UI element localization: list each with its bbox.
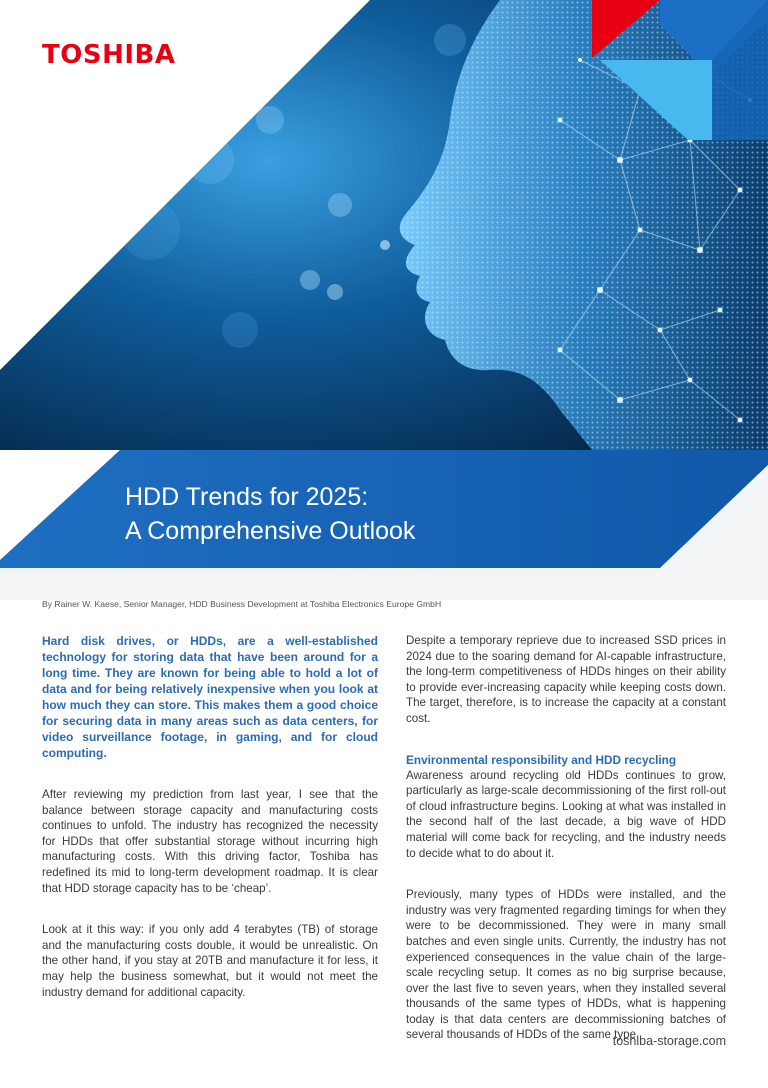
- body-paragraph: Look at it this way: if you only add 4 terabytes (TB) of storage and the manufacturing costs double, it would be unrealistic. On the other hand, if you stay at 20TB and manufacture it for less, it may help the business somewhat, but it would not meet the industry demand for additional capacity.: [42, 923, 378, 999]
- lead-paragraph: Hard disk drives, or HDDs, are a well-established technology for storing data that have been around for a long time. They are known for being able to hold a lot of data and for being relatively inexpensive when you look at how much they can store. This makes them a good choice for securing data in many areas such as data centers, for video surveillance footage, in gaming, and for cloud computing.: [42, 634, 378, 760]
- title-line-2: A Comprehensive Outlook: [125, 517, 416, 545]
- body-paragraph: Previously, many types of HDDs were installed, and the industry was very fragmented regarding timings for when they were to be decommissioned. They were in many small batches and even single units. Currently, the industry has not experienced consequences in the value chain of the large-scale recycling setup. It comes as no big surprise because, over the last five to seven years, when they installed several thousands of the same types of HDDs, what is happening today is that data centers are decommissioning batches of several thousands of HDDs of the same type.: [406, 888, 726, 1042]
- body-paragraph: Awareness around recycling old HDDs continues to grow, particularly as large-scale decommissioning of the first roll-out of cloud infrastructure begins. Looking at what was installed in the second half of the last decade, a big wave of HDD material will come back for recycling, and the industry needs to decide what to do about it.: [406, 768, 726, 860]
- page-title: [125, 480, 545, 548]
- author-byline: By Rainer W. Kaese, Senior Manager, HDD Business Development at Toshiba Electronics Europe GmbH: [42, 599, 442, 609]
- section-heading: Environmental responsibility and HDD recycling: [406, 752, 677, 767]
- body-paragraph: After reviewing my prediction from last year, I see that the balance between storage capacity and manufacturing costs continues to unfold. The industry has recognized the necessity for HDDs that offer substantial storage without incurring high manufacturing costs. With this driving factor, Toshiba has redefined its mid to long-term development roadmap. It is clear that HDD storage capacity has to be ‘cheap’.: [42, 788, 378, 895]
- footer-url: toshiba-storage.com: [612, 1034, 726, 1048]
- title-line-1: HDD Trends for 2025:: [125, 483, 369, 511]
- right-column: [406, 633, 726, 1069]
- left-column: [42, 633, 378, 1026]
- toshiba-logo: TOSHIBA: [42, 40, 176, 70]
- body-paragraph: Despite a temporary reprieve due to increased SSD prices in 2024 due to the soaring demand for AI-capable infrastructure, the long-term competitiveness of HDDs hinges on their ability to provide ever-increasing capacity while keeping costs down. The target, therefore, is to increase the capacity at a constant cost.: [406, 634, 726, 725]
